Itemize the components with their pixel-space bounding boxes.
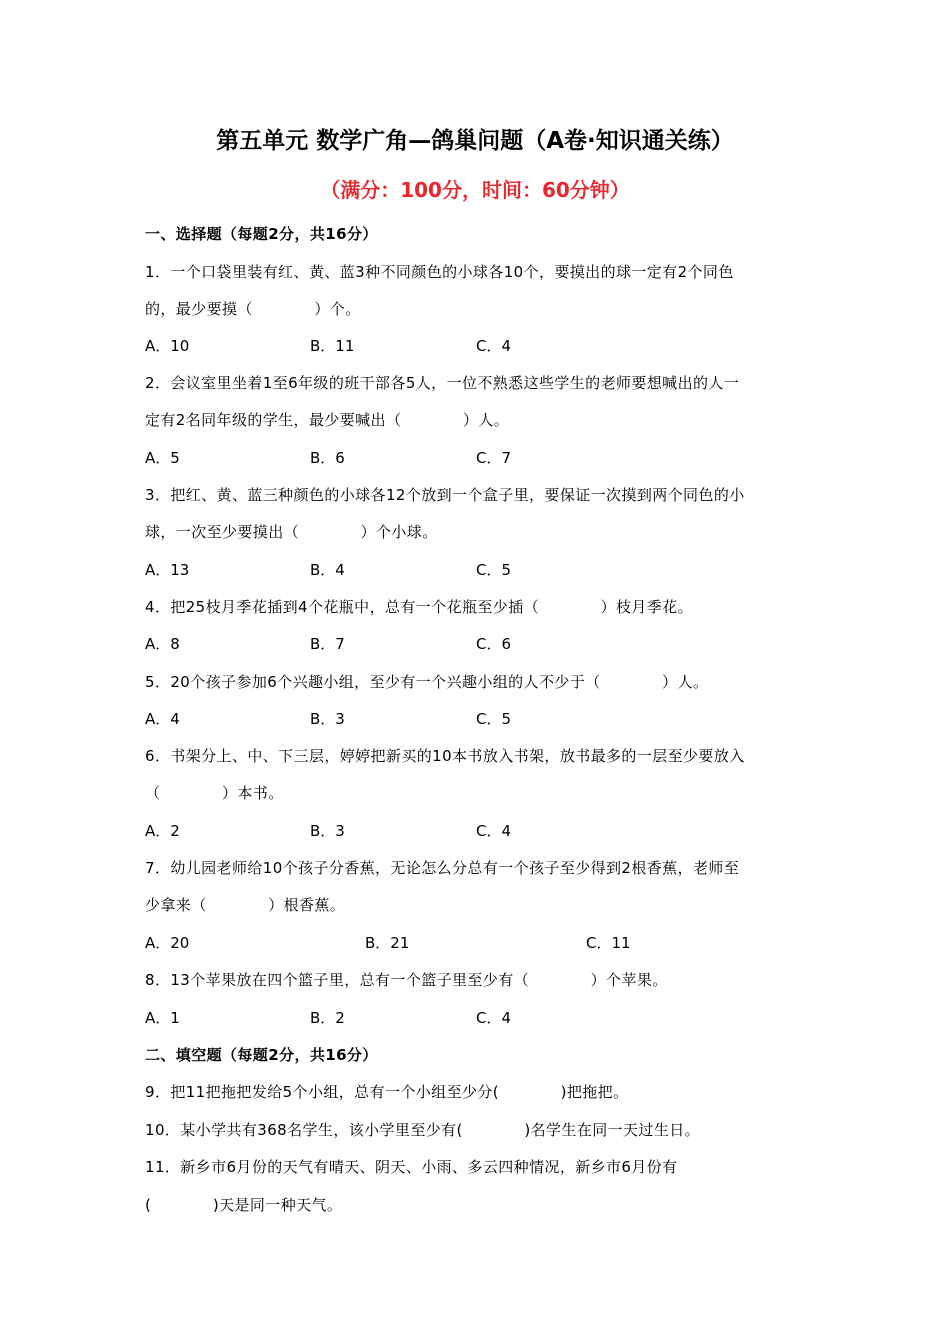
question-8-option-b: B．2: [310, 1009, 345, 1027]
question-1-option-b: B．11: [310, 337, 355, 355]
question-2-option-c: C．7: [476, 449, 512, 467]
question-4-option-c: C．6: [476, 635, 512, 653]
question-10-line-1: 10．某小学共有368名学生，该小学里至少有( )名学生在同一天过生日。: [145, 1121, 701, 1139]
question-4-option-a: A．8: [145, 635, 180, 653]
question-2-option-a: A．5: [145, 449, 180, 467]
question-5-option-a: A．4: [145, 710, 180, 728]
question-2-line-1: 2．会议室里坐着1至6年级的班干部各5人，一位不熟悉这些学生的老师要想喊出的人一: [145, 374, 740, 392]
question-8-option-a: A．1: [145, 1009, 180, 1027]
question-6-option-c: C．4: [476, 822, 512, 840]
question-8-line-1: 8．13个苹果放在四个篮子里，总有一个篮子里至少有（ ）个苹果。: [145, 971, 668, 989]
question-8-option-c: C．4: [476, 1009, 512, 1027]
question-4-line-1: 4．把25枝月季花插到4个花瓶中，总有一个花瓶至少插（ ）枝月季花。: [145, 598, 693, 616]
question-2-option-b: B．6: [310, 449, 345, 467]
question-9-line-1: 9．把11把拖把发给5个小组，总有一个小组至少分( )把拖把。: [145, 1083, 629, 1101]
question-6-option-a: A．2: [145, 822, 180, 840]
question-5-option-c: C．5: [476, 710, 512, 728]
question-3-option-b: B．4: [310, 561, 345, 579]
question-1-option-c: C．4: [476, 337, 512, 355]
section-heading-fill: 二、填空题（每题2分，共16分）: [145, 1046, 378, 1064]
question-7-line-2: 少拿来（ ）根香蕉。: [145, 896, 346, 914]
question-3-option-c: C．5: [476, 561, 512, 579]
question-11-line-2: ( )天是同一种天气。: [145, 1196, 343, 1214]
question-1-option-a: A．10: [145, 337, 190, 355]
question-7-option-a: A．20: [145, 934, 190, 952]
question-7-option-b: B．21: [365, 934, 410, 952]
page-subtitle: （满分：100分，时间：60分钟）: [320, 178, 630, 202]
question-7-line-1: 7．幼儿园老师给10个孩子分香蕉，无论怎么分总有一个孩子至少得到2根香蕉，老师至: [145, 859, 740, 877]
section-heading-choice: 一、选择题（每题2分，共16分）: [145, 225, 378, 243]
page-title: 第五单元 数学广角—鸽巢问题（A卷·知识通关练）: [216, 128, 734, 154]
question-1-line-2: 的，最少要摸（ ）个。: [145, 300, 361, 318]
question-4-option-b: B．7: [310, 635, 345, 653]
question-6-line-2: （ ）本书。: [145, 784, 284, 802]
question-6-line-1: 6．书架分上、中、下三层，婷婷把新买的10本书放入书架，放书最多的一层至少要放入: [145, 747, 745, 765]
question-7-option-c: C．11: [586, 934, 631, 952]
question-3-line-1: 3．把红、黄、蓝三种颜色的小球各12个放到一个盒子里，要保证一次摸到两个同色的小: [145, 486, 745, 504]
question-6-option-b: B．3: [310, 822, 345, 840]
question-2-line-2: 定有2名同年级的学生，最少要喊出（ ）人。: [145, 411, 510, 429]
question-11-line-1: 11．新乡市6月份的天气有晴天、阴天、小雨、多云四种情况，新乡市6月份有: [145, 1158, 678, 1176]
question-5-option-b: B．3: [310, 710, 345, 728]
question-3-line-2: 球，一次至少要摸出（ ）个小球。: [145, 523, 438, 541]
question-1-line-1: 1．一个口袋里装有红、黄、蓝3种不同颜色的小球各10个，要摸出的球一定有2个同色: [145, 263, 734, 281]
question-5-line-1: 5．20个孩子参加6个兴趣小组，至少有一个兴趣小组的人不少于（ ）人。: [145, 673, 709, 691]
question-3-option-a: A．13: [145, 561, 190, 579]
